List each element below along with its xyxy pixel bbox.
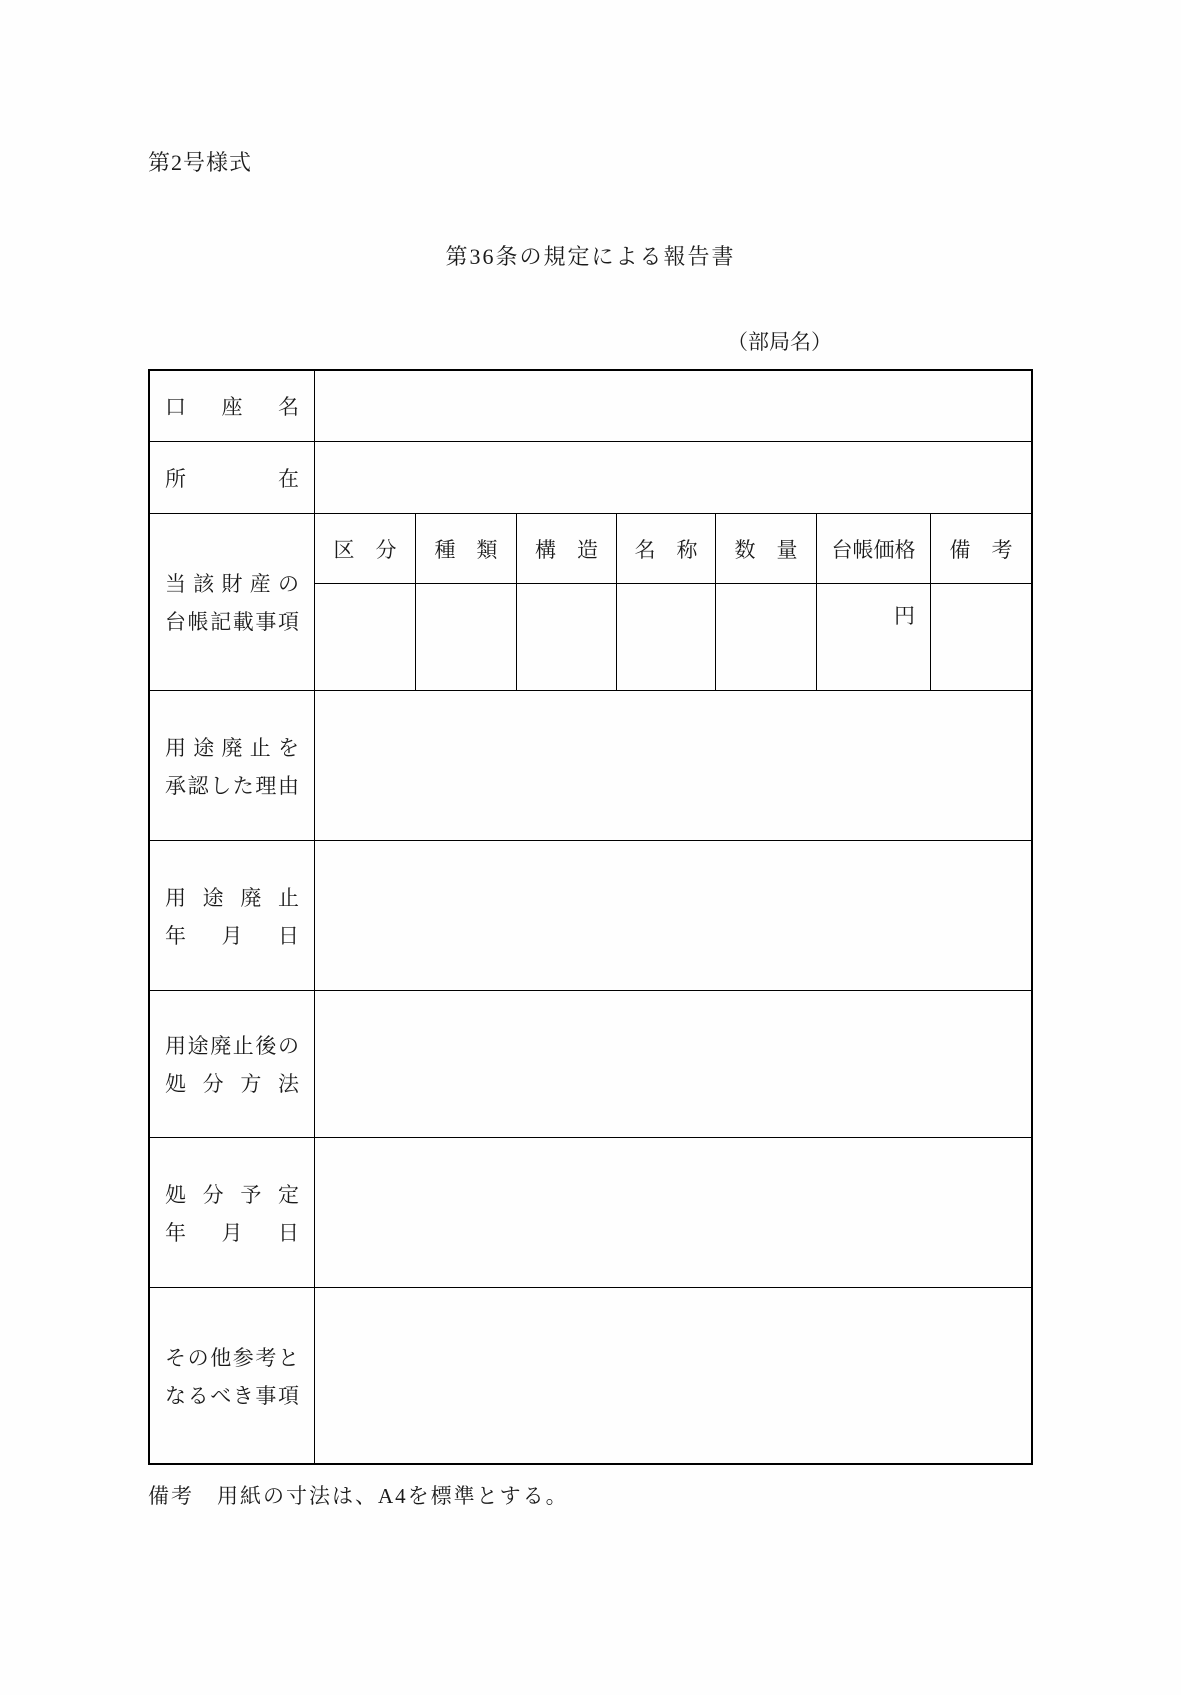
label-text: 承 認 し た 理 由 [165,773,299,798]
label-text: 用 途 廃 止 を [165,735,299,760]
form-number: 第2号様式 [148,150,253,175]
row-abolition-reason [150,691,1031,841]
column-header-remarks: 備 考 [949,537,1013,562]
label-other-remarks [150,1288,315,1463]
ledger-value-category [315,584,416,690]
row-other-remarks [150,1288,1031,1463]
label-text: 処 分 予 定 [165,1182,299,1207]
label-text: 処 分 方 法 [165,1072,299,1096]
column-header-category: 区 分 [315,514,416,583]
row-disposal-method [150,991,1031,1138]
document-title: 第36条の規定による報告書 [445,244,736,269]
label-abolition-reason [150,691,315,840]
ledger-subtable [315,514,1031,690]
label-text: 口 座 名 [165,395,299,419]
department-name-label: （部局名） [727,330,832,354]
footnote: 備考 用紙の寸法は、A4を標準とする。 [148,1484,569,1508]
label-planned-disposal-date [150,1138,315,1287]
row-abolition-date [150,841,1031,991]
label-text: 台 帳 記 載 事 項 [165,610,299,634]
value-account-name [315,371,1031,441]
value-abolition-reason [315,691,1031,840]
label-location [150,442,315,513]
ledger-subtable-header [315,514,1031,584]
row-account-name [150,371,1031,442]
value-abolition-date [315,841,1031,990]
column-header-name: 名 称 [617,514,716,583]
label-text: 用 途 廃 止 後 の [165,1034,299,1058]
label-text: そ の 他 参 考 と [165,1345,299,1370]
value-disposal-method [315,991,1031,1137]
ledger-value-quantity [716,584,817,690]
value-planned-disposal-date [315,1138,1031,1287]
row-location [150,442,1031,514]
unit-yen: 円 [817,584,931,690]
label-disposal-method [150,991,315,1137]
row-ledger-entries [150,514,1031,691]
ledger-value-remarks [931,584,1031,690]
value-other-remarks [315,1288,1031,1463]
column-header-structure: 構 造 [517,514,617,583]
label-text: 年 月 日 [165,923,299,948]
label-abolition-date [150,841,315,990]
ledger-value-structure [517,584,617,690]
label-account-name [150,371,315,441]
label-ledger-entries [150,514,315,690]
ledger-value-type [416,584,517,690]
column-header-quantity: 数 量 [716,514,817,583]
label-text: 所 在 [165,466,299,491]
label-text: 年 月 日 [165,1220,299,1245]
row-planned-disposal-date [150,1138,1031,1288]
label-text: な る べ き 事 項 [165,1383,299,1408]
ledger-subtable-values [315,584,1031,690]
column-header-type: 種 類 [416,514,517,583]
report-table [148,369,1033,1465]
column-header-book-value: 台帳価格 [817,514,931,583]
ledger-value-name [617,584,716,690]
label-text: 用 途 廃 止 [165,885,299,910]
value-location [315,442,1031,513]
label-text: 当 該 財 産 の [165,572,299,596]
